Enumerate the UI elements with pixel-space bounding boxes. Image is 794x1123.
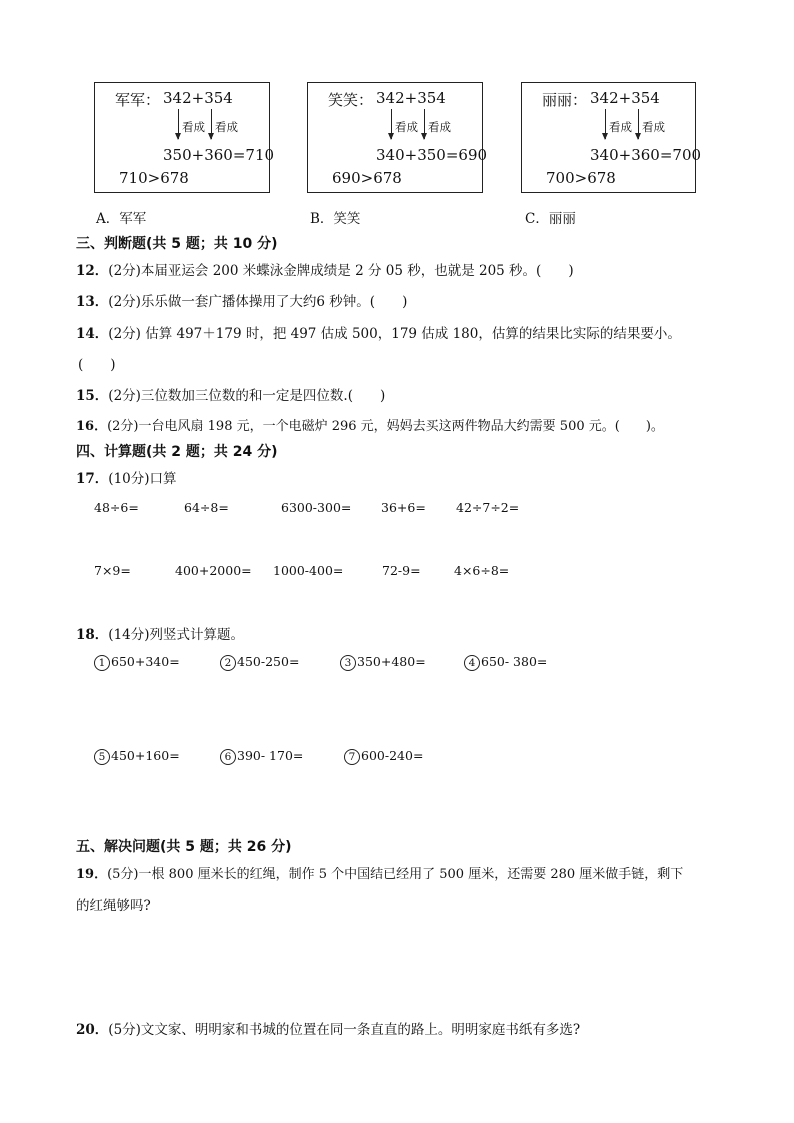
box-name: 丽丽： — [542, 91, 588, 109]
oral-calc-item: 1000-400= — [273, 563, 344, 578]
oral-calc-item: 42÷7÷2= — [456, 500, 520, 515]
question-number: 12． — [76, 263, 109, 279]
circled-number: 7 — [344, 749, 360, 765]
question-text: 列竖式计算题。 — [149, 627, 245, 643]
question-19 — [76, 863, 683, 882]
circled-number: 2 — [220, 655, 236, 671]
box-comparison: 710>678 — [119, 169, 189, 187]
question-16 — [76, 415, 664, 434]
vertical-calc-expression: 600-240= — [361, 748, 424, 763]
circled-number: 4 — [464, 655, 480, 671]
question-text: 文文家、明明家和书城的位置在同一条直直的路上。明明家庭书纸有多选? — [140, 1022, 581, 1038]
vertical-calc-item — [94, 748, 180, 765]
vertical-calc-item — [464, 654, 547, 671]
option-a[interactable]: A．军军 — [96, 211, 147, 227]
question-score: (5分) — [107, 867, 139, 882]
question-number: 17． — [76, 471, 109, 487]
question-20 — [76, 1018, 580, 1038]
vertical-calc-expression: 650+340= — [111, 654, 180, 669]
box-hint: 看成 — [395, 120, 418, 134]
vertical-calc-expression: 390- 170= — [237, 748, 304, 763]
question-text: 一根 800 厘米长的红绳，制作 5 个中国结已经用了 500 厘米，还需要 280 厘米做手链，剩下 — [138, 867, 684, 882]
vertical-calc-item — [94, 654, 180, 671]
arrow-down-icon — [424, 109, 425, 139]
question-text: 三位数加三位数的和一定是四位数.( ) — [140, 388, 386, 404]
question-number: 20． — [76, 1022, 109, 1038]
oral-calc-item: 64÷8= — [184, 500, 229, 515]
question-score: (10分) — [108, 471, 150, 487]
question-number: 14． — [76, 326, 109, 342]
vertical-calc-expression: 450+160= — [111, 748, 180, 763]
question-score: (2分) — [108, 263, 141, 279]
question-19-continuation: 的红绳够吗? — [76, 898, 151, 914]
box-hint: 看成 — [215, 120, 238, 134]
arrow-down-icon — [391, 109, 392, 139]
question-18 — [76, 623, 244, 643]
vertical-calc-item — [220, 748, 303, 765]
question-score: (2分) — [108, 294, 141, 310]
question-text: 本届亚运会 200 米蝶泳金牌成绩是 2 分 05 秒，也就是 205 秒。( ) — [140, 263, 574, 279]
question-number: 16． — [76, 419, 108, 434]
question-number: 15． — [76, 388, 109, 404]
question-score: (2分) — [108, 326, 141, 342]
question-14 — [76, 322, 681, 342]
vertical-calc-item — [344, 748, 423, 765]
oral-calc-item: 72-9= — [382, 563, 421, 578]
box-comparison: 700>678 — [546, 169, 616, 187]
question-number: 19． — [76, 867, 108, 882]
question-text: 口算 — [149, 471, 177, 487]
oral-calc-item: 4×6÷8= — [454, 563, 510, 578]
box-calculation: 350+360=710 — [163, 146, 275, 164]
estimate-box-xiaoxiao — [307, 82, 488, 193]
box-expression: 342+354 — [163, 89, 233, 107]
circled-number: 6 — [220, 749, 236, 765]
box-calculation: 340+360=700 — [590, 146, 702, 164]
question-15 — [76, 384, 385, 404]
question-text: 估算 497＋179 时，把 497 估成 500，179 估成 180，估算的结果比实际的结果要小。 — [140, 326, 681, 342]
question-17 — [76, 467, 177, 487]
box-hint: 看成 — [182, 120, 205, 134]
question-text: 一台电风扇 198 元，一个电磁炉 296 元，妈妈去买这两件物品大约需要 500 元。( )。 — [138, 419, 664, 434]
box-comparison: 690>678 — [332, 169, 402, 187]
box-hint: 看成 — [642, 120, 665, 134]
box-hint: 看成 — [609, 120, 632, 134]
section-title-calculation: 四、计算题(共 2 题；共 24 分) — [76, 444, 278, 460]
section-title-problem-solving: 五、解决问题(共 5 题；共 26 分) — [76, 839, 292, 855]
oral-calc-item: 6300-300= — [281, 500, 352, 515]
vertical-calc-item — [340, 654, 426, 671]
option-b[interactable]: B．笑笑 — [310, 211, 361, 227]
arrow-down-icon — [178, 109, 179, 139]
circled-number: 1 — [94, 655, 110, 671]
section-title-judgement: 三、判断题(共 5 题；共 10 分) — [76, 236, 278, 252]
question-number: 13． — [76, 294, 109, 310]
vertical-calc-expression: 650- 380= — [481, 654, 548, 669]
oral-calc-item: 400+2000= — [175, 563, 252, 578]
box-calculation: 340+350=690 — [376, 146, 488, 164]
box-name: 军军： — [115, 91, 161, 109]
estimate-box-junjun — [94, 82, 275, 193]
vertical-calc-expression: 450-250= — [237, 654, 300, 669]
question-score: (2分) — [107, 419, 139, 434]
circled-number: 5 — [94, 749, 110, 765]
question-score: (14分) — [108, 627, 150, 643]
question-number: 18． — [76, 627, 109, 643]
box-hint: 看成 — [428, 120, 451, 134]
arrow-down-icon — [605, 109, 606, 139]
arrow-down-icon — [638, 109, 639, 139]
oral-calc-item: 7×9= — [94, 563, 131, 578]
box-expression: 342+354 — [376, 89, 446, 107]
oral-calc-item: 36+6= — [381, 500, 426, 515]
question-12 — [76, 259, 574, 279]
question-score: (2分) — [108, 388, 141, 404]
box-name: 笑笑： — [328, 91, 374, 109]
oral-calc-item: 48÷6= — [94, 500, 139, 515]
circled-number: 3 — [340, 655, 356, 671]
box-expression: 342+354 — [590, 89, 660, 107]
question-14-answer-blank[interactable]: ( ) — [78, 357, 116, 373]
option-c[interactable]: C．丽丽 — [525, 211, 576, 227]
vertical-calc-item — [220, 654, 299, 671]
arrow-down-icon — [211, 109, 212, 139]
question-text: 乐乐做一套广播体操用了大约6 秒钟。( ) — [140, 294, 408, 310]
question-score: (5分) — [108, 1022, 141, 1038]
question-13 — [76, 290, 407, 310]
vertical-calc-expression: 350+480= — [357, 654, 426, 669]
estimate-box-lili — [521, 82, 702, 193]
